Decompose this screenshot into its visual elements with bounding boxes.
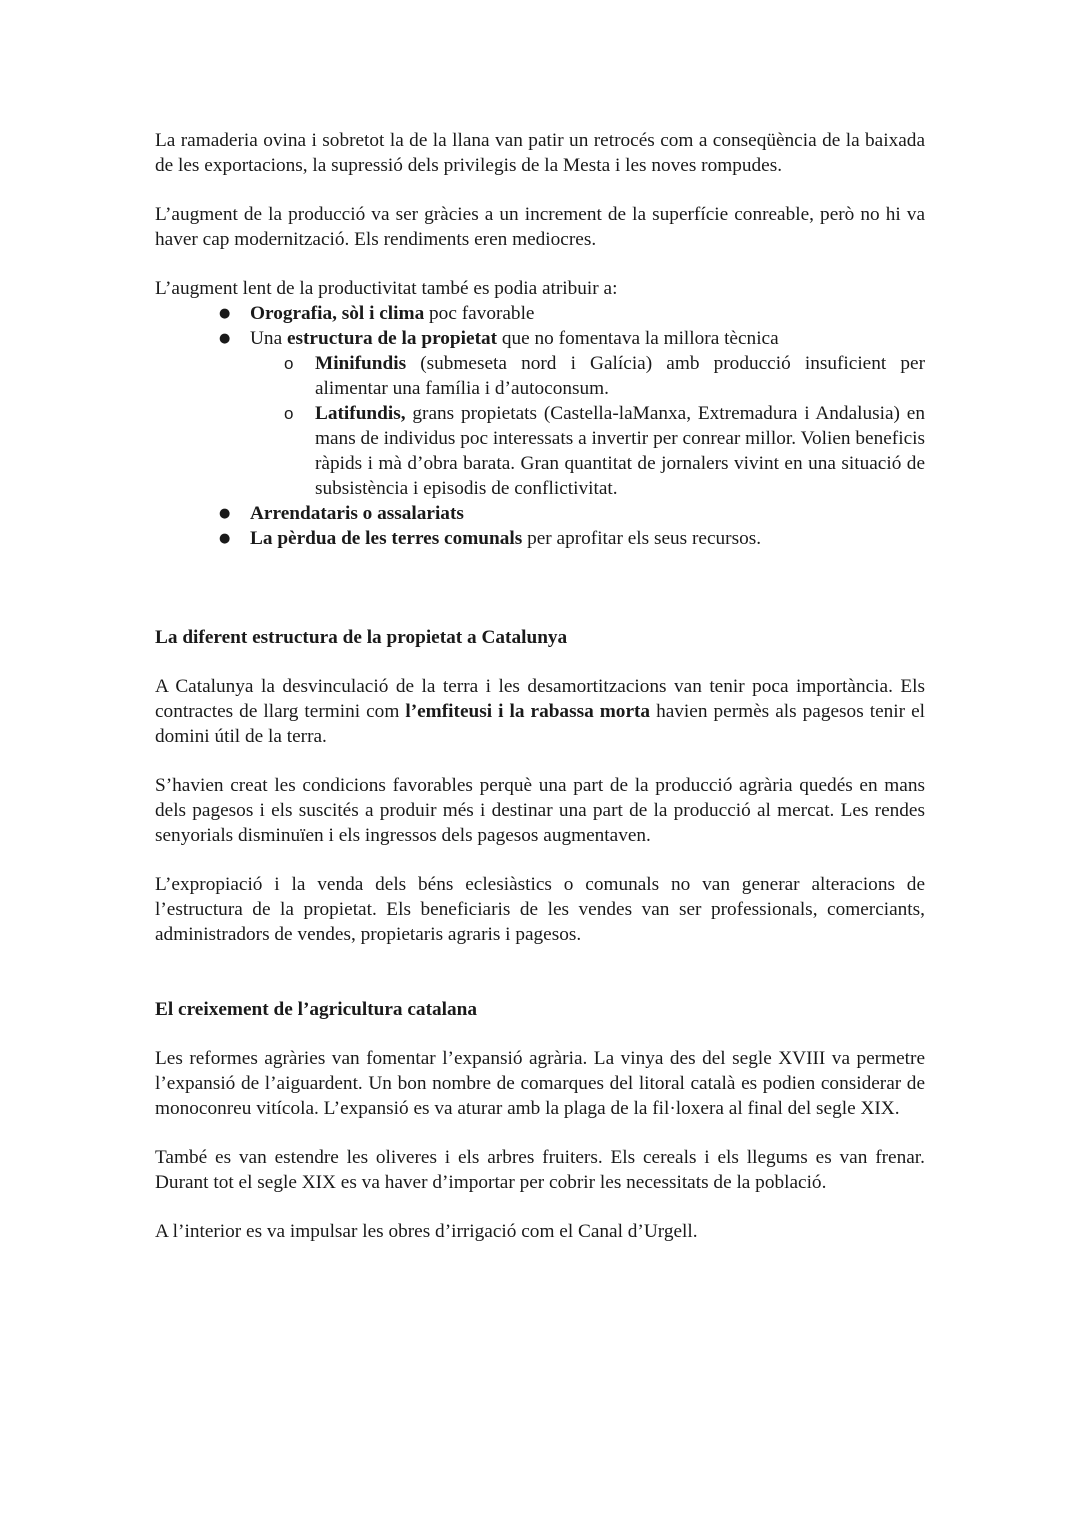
document-page bbox=[155, 128, 925, 1244]
list-item: ● Una estructura de la propietat que no fomentava la millora tècnica o Minifundis (submeseta nord i Galícia) amb producció insuficient per alimentar una família i d’autoconsum. o Latifundis, grans propietats (Castella-laManxa, Extremadura i Andalusia) en mans de individus poc interessats a invertir per conrear millor. Volien beneficis ràpids i mà d’obra barata. Gran quantitat de jornalers vivint en una situació de subsistència i episodis de conflictivitat. bbox=[250, 326, 925, 501]
paragraph-oliveres: També es van estendre les oliveres i els arbres fruiters. Els cereals i els llegums es van frenar. Durant tot el segle XIX es va haver d’importar per cobrir les necessitats de la població. bbox=[155, 1147, 925, 1193]
paragraph-irrigacio: A l’interior es va impulsar les obres d’irrigació com el Canal d’Urgell. bbox=[155, 1221, 698, 1242]
paragraph-expropiacio: L’expropiació i la venda dels béns eclesiàstics o comunals no van generar alteracions de l’estructura de la propietat. Els beneficiaris de les vendes van ser professionals, comerciants, administradors de vendes, propietaris agraris i pagesos. bbox=[155, 874, 925, 945]
list-item: o Latifundis, grans propietats (Castella-laManxa, Extremadura i Andalusia) en mans de individus poc interessats a invertir per conrear millor. Volien beneficis ràpids i mà d’obra barata. Gran quantitat de jornalers vivint en una situació de subsistència i episodis de conflictivitat. bbox=[315, 401, 925, 501]
section-heading-catalunya: La diferent estructura de la propietat a Catalunya bbox=[155, 627, 568, 648]
factors-list bbox=[155, 301, 925, 551]
section-heading-creixement: El creixement de l’agricultura catalana bbox=[155, 999, 478, 1020]
paragraph-condicions-favorables: S’havien creat les condicions favorables perquè una part de la producció agrària quedés en mans dels pagesos i els suscités a produir més i destinar una part de la producció al mercat. Les rendes senyorials disminuïen i els ingressos dels pagesos augmentaven. bbox=[155, 775, 925, 846]
paragraph-productivitat-intro: L’augment lent de la productivitat també es podia atribuir a: bbox=[155, 278, 618, 299]
paragraph-catalunya-desvinculacio: A Catalunya la desvinculació de la terra i les desamortitzacions van tenir poca importància. Els contractes de llarg termini com l’emfiteusi i la rabassa morta havien permès als pagesos tenir el domini útil de la terra. bbox=[155, 676, 925, 747]
property-structure-sublist bbox=[250, 351, 925, 501]
list-item: ● Orografia, sòl i clima poc favorable bbox=[250, 301, 925, 326]
list-item: o Minifundis (submeseta nord i Galícia) amb producció insuficient per alimentar una família i d’autoconsum. bbox=[315, 351, 925, 401]
paragraph-augment-produccio: L’augment de la producció va ser gràcies a un increment de la superfície conreable, però no hi va haver cap modernització. Els rendiments eren mediocres. bbox=[155, 204, 925, 250]
list-item: ● Arrendataris o assalariats bbox=[250, 501, 925, 526]
list-item: ● La pèrdua de les terres comunals per aprofitar els seus recursos. bbox=[250, 526, 925, 551]
paragraph-reformes-agraries: Les reformes agràries van fomentar l’expansió agrària. La vinya des del segle XVIII va permetre l’expansió de l’aiguardent. Un bon nombre de comarques del litoral català es podien considerar de monoconreu vitícola. L’expansió es va aturar amb la plaga de la fil·loxera al final del segle XIX. bbox=[155, 1048, 925, 1119]
paragraph-ramaderia: La ramaderia ovina i sobretot la de la llana van patir un retrocés com a conseqüència de la baixada de les exportacions, la supressió dels privilegis de la Mesta i les noves rompudes. bbox=[155, 130, 925, 176]
